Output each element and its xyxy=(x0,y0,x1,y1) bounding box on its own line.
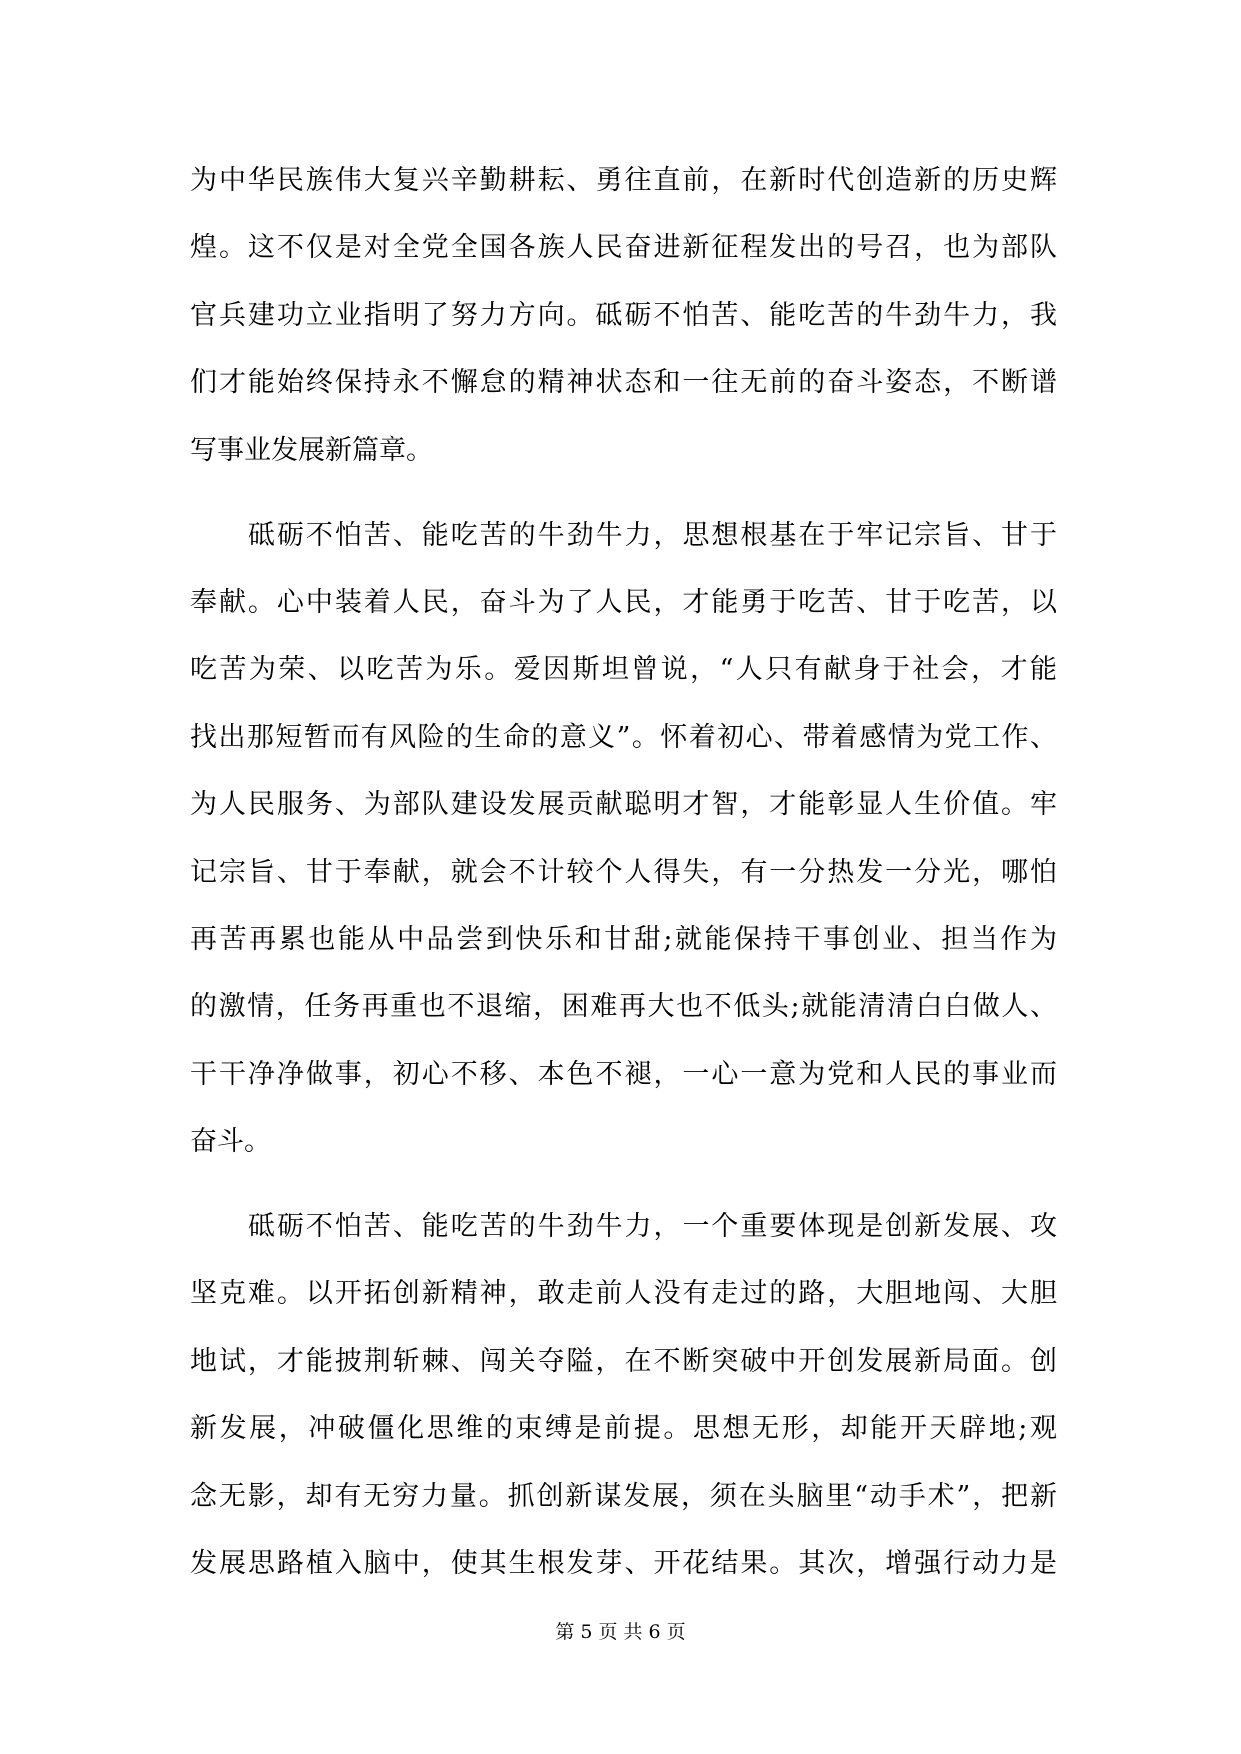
text-line: 再苦再累也能从中品尝到快乐和甘甜;就能保持干事创业、担当作为 xyxy=(190,923,1057,955)
paragraph-2 xyxy=(190,502,1057,1176)
page-body xyxy=(190,147,1057,1615)
text-line: 砥砺不怕苦、能吃苦的牛劲牛力，一个重要体现是创新发展、攻 xyxy=(248,1211,1057,1243)
paragraph-3 xyxy=(190,1193,1057,1597)
text-line: 为中华民族伟大复兴辛勤耕耘、勇往直前，在新时代创造新的历史辉 xyxy=(190,165,1057,196)
text-line: 的激情，任务再重也不退缩，困难再大也不低头;就能清清白白做人、 xyxy=(190,991,1057,1023)
text-line: 干干净净做事，初心不移、本色不褪，一心一意为党和人民的事业而 xyxy=(190,1058,1057,1090)
text-line: 坚克难。以开拓创新精神，敢走前人没有走过的路，大胆地闯、大胆 xyxy=(190,1278,1057,1310)
text-line: 们才能始终保持永不懈怠的精神状态和一往无前的奋斗姿态，不断谱 xyxy=(190,367,1057,399)
text-line: 地试，才能披荆斩棘、闯关夺隘，在不断突破中开创发展新局面。创 xyxy=(190,1345,1057,1377)
text-line: 新发展，冲破僵化思维的束缚是前提。思想无形，却能开天辟地;观 xyxy=(190,1413,1057,1445)
text-line: 吃苦为荣、以吃苦为乐。爱因斯坦曾说，“人只有献身于社会，才能 xyxy=(190,654,1057,686)
text-line: 记宗旨、甘于奉献，就会不计较个人得失，有一分热发一分光，哪怕 xyxy=(190,856,1057,888)
paragraph-1 xyxy=(190,147,1057,484)
text-line: 为人民服务、为部队建设发展贡献聪明才智，才能彰显人生价值。牢 xyxy=(190,789,1057,821)
text-line: 念无影，却有无穷力量。抓创新谋发展，须在头脑里“动手术”，把新 xyxy=(190,1480,1057,1512)
text-line: 写事业发展新篇章。 xyxy=(190,434,433,466)
text-line: 奋斗。 xyxy=(190,1126,271,1158)
text-line: 找出那短暂而有风险的生命的意义”。怀着初心、带着感情为党工作、 xyxy=(190,721,1057,753)
text-line: 奉献。心中装着人民，奋斗为了人民，才能勇于吃苦、甘于吃苦，以 xyxy=(190,586,1057,618)
page-footer: 第 5 页 共 6 页 xyxy=(555,1621,686,1643)
text-line: 煌。这不仅是对全党全国各族人民奋进新征程发出的号召，也为部队 xyxy=(190,232,1057,264)
text-line: 官兵建功立业指明了努力方向。砥砺不怕苦、能吃苦的牛劲牛力，我 xyxy=(190,299,1057,331)
text-line: 砥砺不怕苦、能吃苦的牛劲牛力，思想根基在于牢记宗旨、甘于 xyxy=(248,519,1057,551)
text-line: 发展思路植入脑中，使其生根发芽、开花结果。其次，增强行动力是 xyxy=(190,1548,1057,1579)
